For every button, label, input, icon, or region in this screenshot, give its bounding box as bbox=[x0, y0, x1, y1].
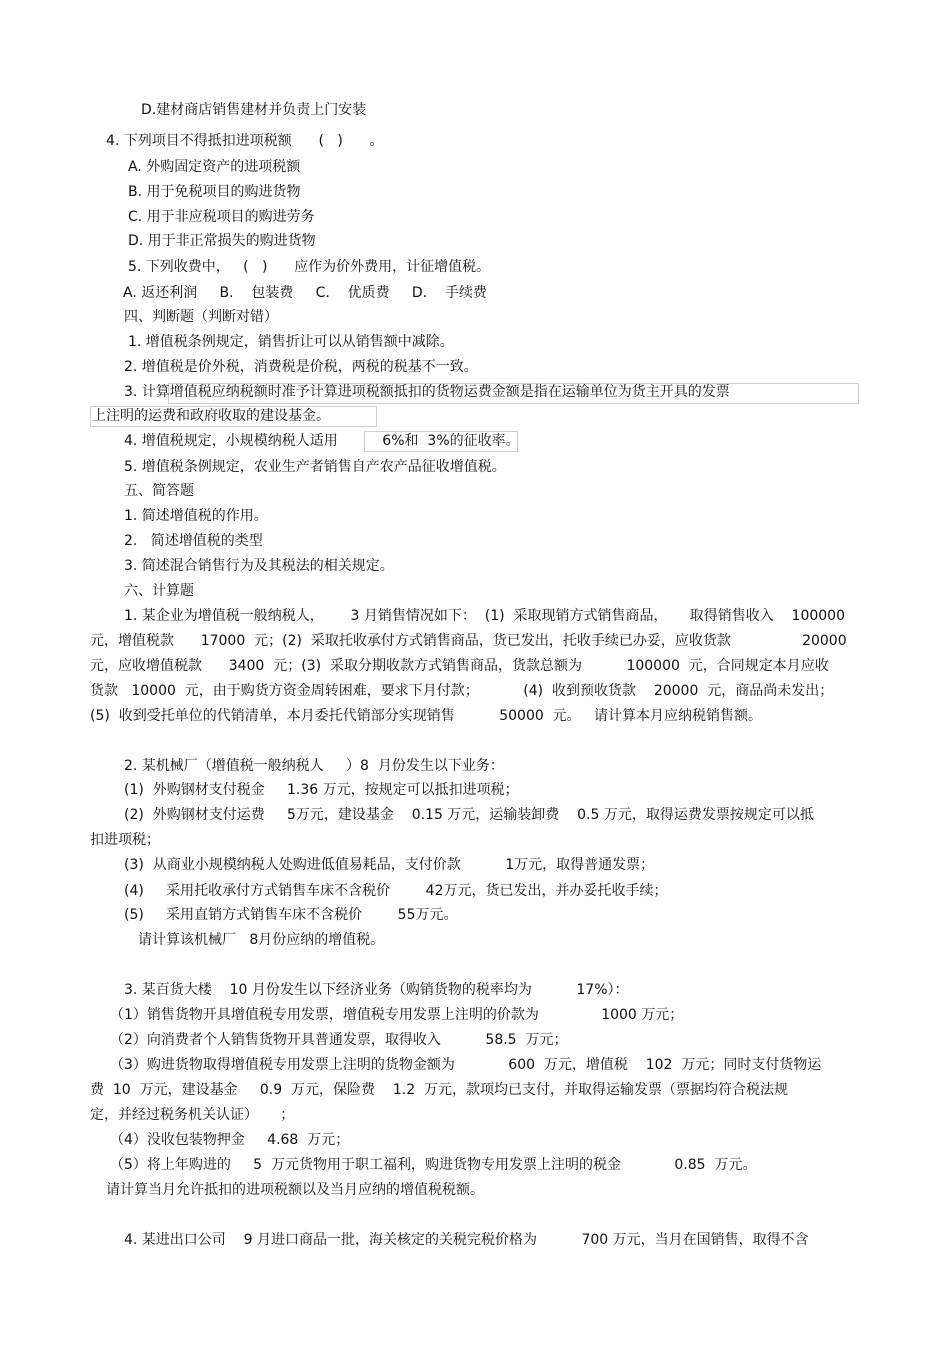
text-line: (1) 外购钢材支付税金 1.36 万元，按规定可以抵扣进项税； bbox=[124, 782, 519, 798]
text-line: 费 10 万元，建设基金 0.9 万元，保险费 1.2 万元，款项均已支付，并取得运输发票（票据均符合税法规 bbox=[90, 1082, 788, 1098]
text-line: 扣进项税； bbox=[90, 832, 160, 848]
question-heading: 3. 某百货大楼 10 月份发生以下经济业务（购销货物的税率均为 17%）： bbox=[124, 982, 629, 998]
text-line: 1. 增值税条例规定，销售折让可以从销售额中减除。 bbox=[128, 334, 454, 350]
text-line: （2）向消费者个人销售货物开具普通发票，取得收入 58.5 万元； bbox=[110, 1032, 568, 1048]
text-line: （4）没收包装物押金 4.68 万元； bbox=[110, 1132, 350, 1148]
text-line: 元，增值税款 17000 元；(2) 采取托收承付方式销售商品，货已发出，托收手续已办妥，应收货款 20000 bbox=[90, 633, 847, 649]
text-line: (5) 采用直销方式销售车床不含税价 55万元。 bbox=[124, 907, 458, 923]
text-line: 元，应收增值税款 3400 元；(3) 采取分期收款方式销售商品，货款总额为 100000 元，合同规定本月应收 bbox=[90, 658, 829, 674]
text-line: 请计算当月允许抵扣的进项税额以及当月应纳的增值税税额。 bbox=[106, 1182, 484, 1198]
text-line: 2. 增值税是价外税，消费税是价税，两税的税基不一致。 bbox=[124, 359, 478, 375]
text-line: D.建材商店销售建材并负责上门安装 bbox=[141, 102, 367, 118]
text-line: 3. 简述混合销售行为及其税法的相关规定。 bbox=[124, 558, 394, 574]
question-heading: 5. 下列收费中， ( ) 应作为价外费用，计征增值税。 bbox=[128, 259, 491, 275]
question-heading: 4. 某进出口公司 9 月进口商品一批，海关核定的关税完税价格为 700 万元，当月在国销售，取得不含 bbox=[124, 1232, 809, 1248]
option: A. 返还利润 B. 包装费 C. 优质费 D. 手续费 bbox=[123, 285, 487, 301]
text-line: 请计算该机械厂 8月份应纳的增值税。 bbox=[138, 932, 385, 948]
text-line: 上注明的运费和政府收取的建设基金。 bbox=[92, 408, 330, 424]
section-heading: 五、简答题 bbox=[124, 483, 194, 499]
text-line: 5. 增值税条例规定，农业生产者销售自产农产品征收增值税。 bbox=[124, 459, 506, 475]
text-line: (5) 收到受托单位的代销清单，本月委托代销部分实现销售 50000 元。 请计算本月应纳税销售额。 bbox=[90, 708, 763, 724]
option: B. 用于免税项目的购进货物 bbox=[128, 184, 301, 200]
text-line: (2) 外购钢材支付运费 5万元，建设基金 0.15 万元，运输装卸费 0.5 万元，取得运费发票按规定可以抵 bbox=[124, 807, 814, 823]
option: D. 用于非正常损失的购进货物 bbox=[128, 233, 316, 249]
text-line: （3）购进货物取得增值税专用发票上注明的货物金额为 600 万元，增值税 102 万元；同时支付货物运 bbox=[110, 1057, 822, 1073]
text-line: 1. 某企业为增值税一般纳税人， 3 月销售情况如下： (1) 采取现销方式销售商品， 取得销售收入 100000 bbox=[124, 608, 845, 624]
option: A. 外购固定资产的进项税额 bbox=[128, 159, 301, 175]
text-line: (4) 采用托收承付方式销售车床不含税价 42万元，货已发出，并办妥托收手续； bbox=[124, 883, 668, 899]
text-line: （1）销售货物开具增值税专用发票，增值税专用发票上注明的价款为 1000 万元； bbox=[110, 1007, 684, 1023]
question-heading: 2. 某机械厂（增值税一般纳税人 ）8 月份发生以下业务： bbox=[124, 758, 504, 774]
section-heading: 六、计算题 bbox=[124, 583, 194, 599]
text-line: 1. 简述增值税的作用。 bbox=[124, 508, 268, 524]
section-heading: 四、判断题（判断对错） bbox=[124, 309, 278, 325]
text-line: 2. 简述增值税的类型 bbox=[124, 533, 263, 549]
text-line: 定，并经过税务机关认证） ； bbox=[90, 1107, 295, 1123]
text-line: 4. 增值税规定，小规模纳税人适用 6%和 3%的征收率。 bbox=[124, 433, 520, 449]
question-heading: 4. 下列项目不得抵扣进项税额 ( ) 。 bbox=[106, 133, 384, 149]
text-line: (3) 从商业小规模纳税人处购进低值易耗品，支付价款 1万元，取得普通发票； bbox=[124, 857, 655, 873]
text-line: 货款 10000 元，由于购货方资金周转困难，要求下月付款； (4) 收到预收货款 20000 元，商品尚未发出； bbox=[90, 683, 834, 699]
option: C. 用于非应税项目的购进劳务 bbox=[128, 209, 315, 225]
text-line: （5）将上年购进的 5 万元货物用于职工福利，购进货物专用发票上注明的税金 0.85 万元。 bbox=[110, 1157, 757, 1173]
text-line: 3. 计算增值税应纳税额时准予计算进项税额抵扣的货物运费金额是指在运输单位为货主开具的发票 bbox=[124, 384, 730, 400]
